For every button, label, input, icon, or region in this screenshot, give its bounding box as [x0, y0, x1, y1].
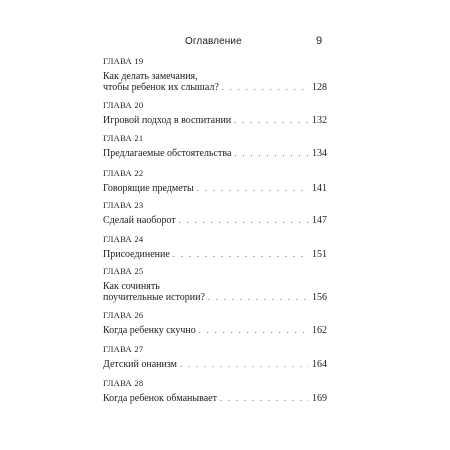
- running-head: Оглавление: [185, 36, 242, 47]
- chapter-page-number: 147: [312, 215, 327, 226]
- chapter-title: Когда ребенку скучно: [103, 325, 196, 336]
- chapter-title: Детский онанизм: [103, 359, 178, 370]
- toc-entry: [103, 168, 327, 194]
- chapter-title-line: Как делать замечания,: [103, 71, 198, 82]
- dot-leader: [234, 148, 309, 159]
- chapter-label: ГЛАВА 23: [103, 200, 144, 210]
- dot-leader: [208, 292, 309, 303]
- chapter-title: Говорящие предметы: [103, 183, 194, 194]
- toc-entry: [103, 378, 327, 404]
- toc-entry: [103, 133, 327, 159]
- toc-entry: [103, 310, 327, 336]
- chapter-page-number: 164: [312, 359, 327, 370]
- chapter-title-row: [103, 183, 327, 194]
- chapter-page-number: 156: [312, 292, 327, 303]
- dot-leader: [197, 183, 309, 194]
- dot-leader: [234, 115, 309, 126]
- chapter-title-row: [103, 215, 327, 226]
- chapter-title-line: Как сочинять: [103, 281, 160, 292]
- chapter-label: ГЛАВА 24: [103, 234, 144, 244]
- chapter-label: ГЛАВА 21: [103, 133, 144, 143]
- chapter-page-number: 169: [312, 393, 327, 404]
- toc-entry: [103, 266, 327, 303]
- chapter-label: ГЛАВА 26: [103, 310, 144, 320]
- chapter-label: ГЛАВА 19: [103, 56, 144, 66]
- chapter-title-row: [103, 325, 327, 336]
- chapter-label: ГЛАВА 25: [103, 266, 144, 276]
- dot-leader: [173, 249, 309, 260]
- chapter-title: Присоединение: [103, 249, 170, 260]
- toc-entry: [103, 100, 327, 126]
- dot-leader: [179, 215, 309, 226]
- chapter-page-number: 151: [312, 249, 327, 260]
- toc-entry: [103, 56, 327, 93]
- chapter-page-number: 128: [312, 82, 327, 93]
- chapter-page-number: 132: [312, 115, 327, 126]
- chapter-page-number: 134: [312, 148, 327, 159]
- chapter-title-line: поучительные истории?: [103, 292, 205, 303]
- toc-entry: [103, 344, 327, 370]
- chapter-title-row: [103, 393, 327, 404]
- chapter-title-row: [103, 292, 327, 303]
- chapter-title-line: чтобы ребенок их слышал?: [103, 82, 219, 93]
- chapter-label: ГЛАВА 27: [103, 344, 144, 354]
- chapter-title: Сделай наоборот: [103, 215, 176, 226]
- chapter-page-number: 141: [312, 183, 327, 194]
- chapter-label: ГЛАВА 20: [103, 100, 144, 110]
- dot-leader: [220, 393, 309, 404]
- chapter-title: Игровой подход в воспитании: [103, 115, 232, 126]
- toc-entry: [103, 234, 327, 260]
- page-number: 9: [316, 35, 323, 47]
- dot-leader: [199, 325, 309, 336]
- dot-leader: [222, 82, 309, 93]
- dot-leader: [180, 359, 309, 370]
- chapter-label: ГЛАВА 28: [103, 378, 144, 388]
- chapter-title-row: [103, 115, 327, 126]
- chapter-title-row: [103, 148, 327, 159]
- toc-entry: [103, 200, 327, 226]
- chapter-title-row: [103, 82, 327, 93]
- chapter-title-row: [103, 249, 327, 260]
- chapter-title: Когда ребенок обманывает: [103, 393, 217, 404]
- chapter-title-row: [103, 359, 327, 370]
- chapter-title: Предлагаемые обстоятельства: [103, 148, 232, 159]
- chapter-page-number: 162: [312, 325, 327, 336]
- chapter-label: ГЛАВА 22: [103, 168, 144, 178]
